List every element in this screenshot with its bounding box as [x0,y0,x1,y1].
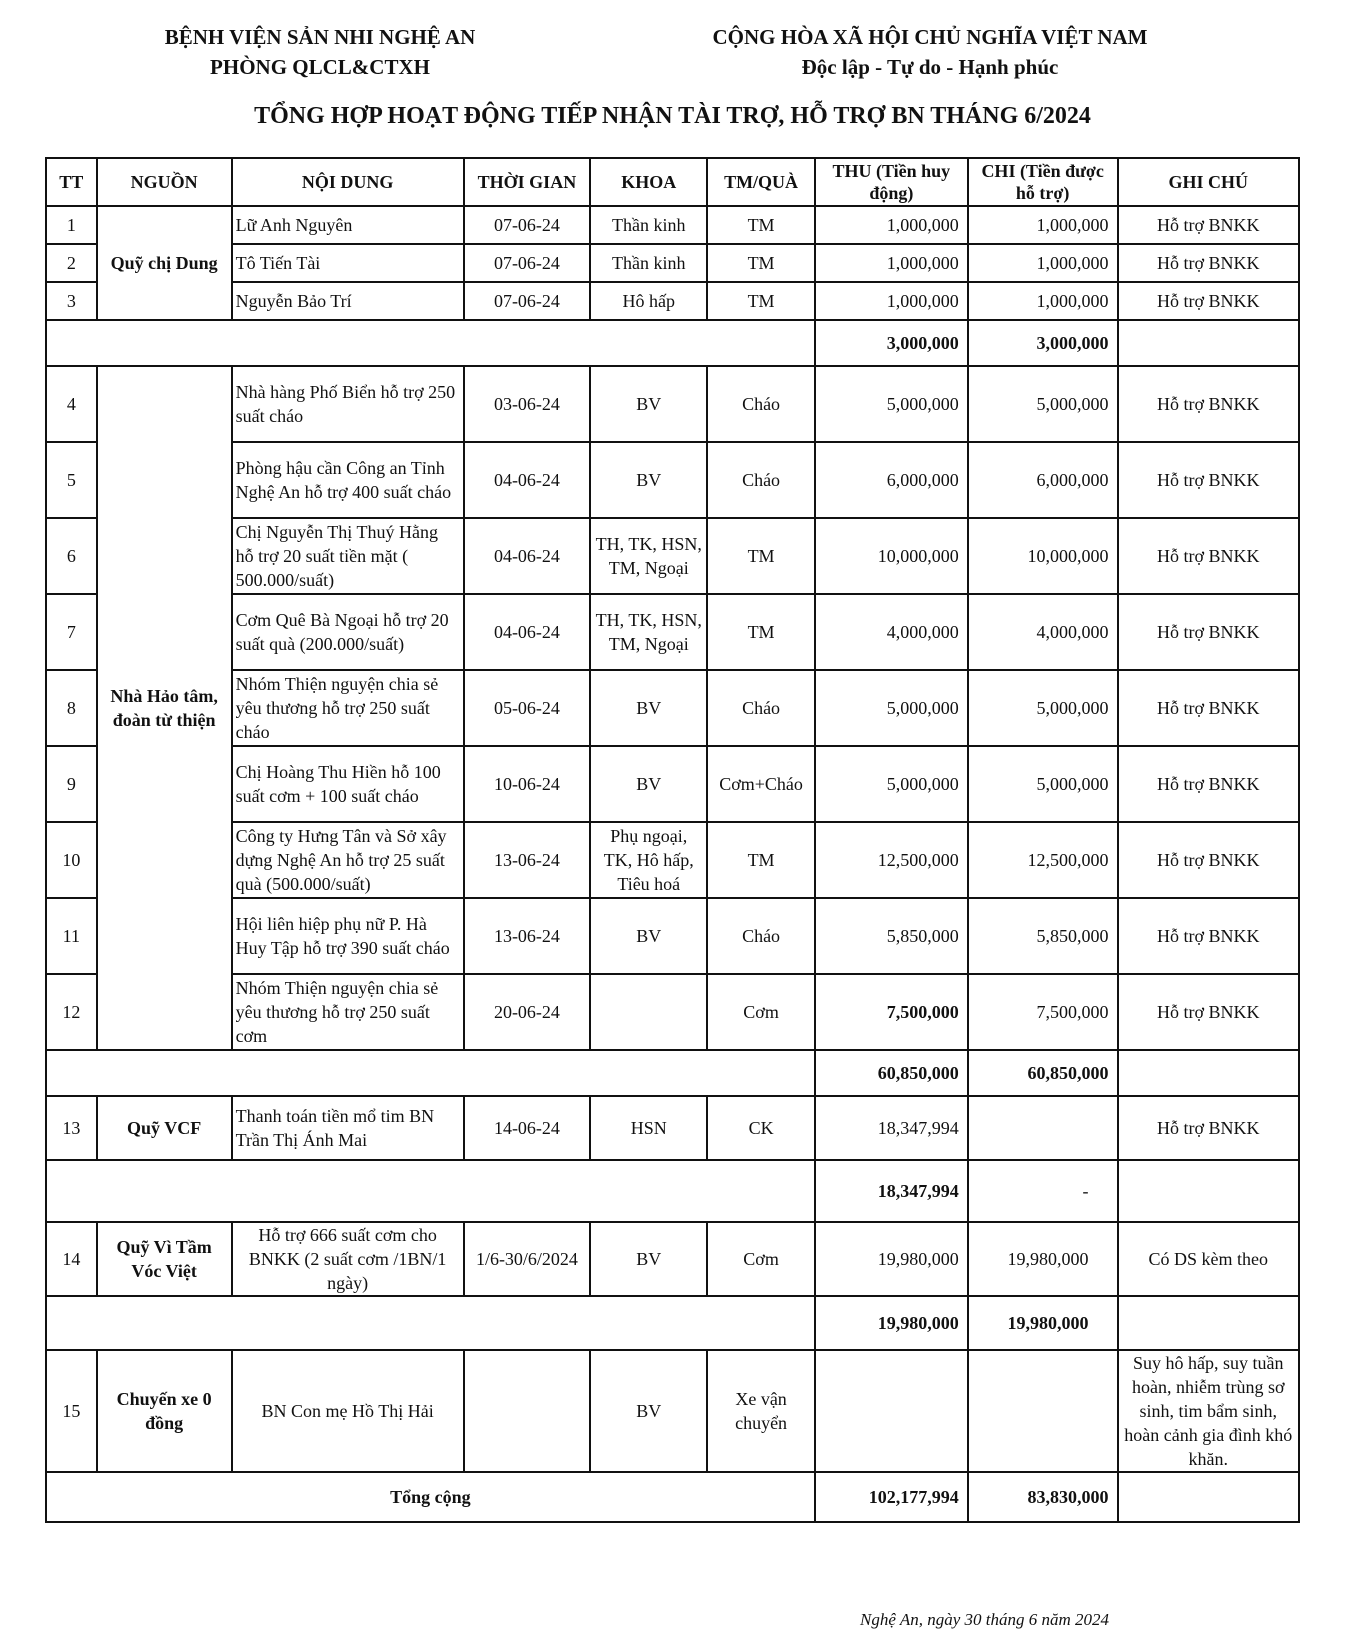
subtotal-row [46,320,1299,366]
cell-thu: 5,000,000 [815,670,968,746]
cell-note: Hỗ trợ BNKK [1118,746,1299,822]
cell-content: BN Con mẹ Hồ Thị Hải [232,1350,464,1472]
cell-tt: 5 [46,442,97,518]
cell-time: 03-06-24 [464,366,591,442]
cell-source: Quỹ VCF [97,1096,232,1160]
table-row [46,518,1299,594]
subtotal-row [46,1296,1299,1350]
cell-thu: 12,500,000 [815,822,968,898]
cell-chi: 19,980,000 [968,1222,1118,1296]
cell-time [464,1350,591,1472]
cell-time: 13-06-24 [464,898,591,974]
cell-chi [968,1350,1118,1472]
cell-tt: 14 [46,1222,97,1296]
cell-tt: 10 [46,822,97,898]
cell-content: Nhóm Thiện nguyện chia sẻ yêu thương hỗ trợ 250 suất cháo [232,670,464,746]
cell-content: Hỗ trợ 666 suất cơm cho BNKK (2 suất cơm /1BN/1 ngày) [232,1222,464,1296]
cell-time: 05-06-24 [464,670,591,746]
cell-dept: TH, TK, HSN, TM, Ngoại [590,518,707,594]
cell-type: Xe vận chuyển [707,1350,815,1472]
table-row [46,746,1299,822]
cell-type: TM [707,518,815,594]
col-header-type: TM/QUÀ [707,158,815,206]
cell-note: Hỗ trợ BNKK [1118,206,1299,244]
cell-chi [968,1096,1118,1160]
document-title: TỔNG HỢP HOẠT ĐỘNG TIẾP NHẬN TÀI TRỢ, HỖ TRỢ BN THÁNG 6/2024 [254,103,1091,129]
cell-chi: 10,000,000 [968,518,1118,594]
cell-tt: 2 [46,244,97,282]
cell-time: 07-06-24 [464,206,591,244]
cell-time: 10-06-24 [464,746,591,822]
cell-content: Cơm Quê Bà Ngoại hỗ trợ 20 suất quà (200.000/suất) [232,594,464,670]
cell-content: Nguyễn Bảo Trí [232,282,464,320]
cell-type: TM [707,822,815,898]
cell-tt: 1 [46,206,97,244]
cell-dept: BV [590,898,707,974]
cell-chi: 5,000,000 [968,366,1118,442]
cell-type: Cháo [707,442,815,518]
cell-dept: BV [590,366,707,442]
cell-thu: 19,980,000 [815,1222,968,1296]
table-row [46,442,1299,518]
cell-dept: Thần kinh [590,206,707,244]
subtotal-thu: 60,850,000 [815,1050,968,1096]
cell-time: 04-06-24 [464,442,591,518]
cell-chi: 12,500,000 [968,822,1118,898]
cell-time: 04-06-24 [464,518,591,594]
cell-time: 04-06-24 [464,594,591,670]
cell-tt: 8 [46,670,97,746]
cell-content: Phòng hậu cần Công an Tỉnh Nghệ An hỗ trợ 400 suất cháo [232,442,464,518]
grand-total-row [46,1472,1299,1522]
cell-time: 07-06-24 [464,282,591,320]
cell-tt: 15 [46,1350,97,1472]
cell-note: Hỗ trợ BNKK [1118,822,1299,898]
cell-thu: 1,000,000 [815,206,968,244]
subtotal-row [46,1160,1299,1222]
cell-note: Hỗ trợ BNKK [1118,670,1299,746]
cell-chi: 1,000,000 [968,244,1118,282]
cell-thu: 5,000,000 [815,366,968,442]
cell-type: CK [707,1096,815,1160]
table-row [46,282,1299,320]
cell-source: Quỹ Vì Tầm Vóc Việt [97,1222,232,1296]
col-header-dept: KHOA [590,158,707,206]
grand-total-thu: 102,177,994 [815,1472,968,1522]
subtotal-thu: 18,347,994 [815,1160,968,1222]
org-department: PHÒNG QLCL&CTXH [210,55,430,79]
cell-content: Nhóm Thiện nguyện chia sẻ yêu thương hỗ trợ 250 suất cơm [232,974,464,1050]
cell-note: Hỗ trợ BNKK [1118,244,1299,282]
table-row [46,670,1299,746]
cell-tt: 12 [46,974,97,1050]
cell-dept: Hô hấp [590,282,707,320]
cell-chi: 7,500,000 [968,974,1118,1050]
cell-tt: 13 [46,1096,97,1160]
col-header-note: GHI CHÚ [1118,158,1299,206]
cell-type: TM [707,206,815,244]
cell-thu: 18,347,994 [815,1096,968,1160]
table-row [46,974,1299,1050]
cell-time: 20-06-24 [464,974,591,1050]
cell-dept: BV [590,1350,707,1472]
cell-thu: 6,000,000 [815,442,968,518]
col-header-source: NGUỒN [97,158,232,206]
subtotal-chi: 3,000,000 [968,320,1118,366]
table-row [46,366,1299,442]
cell-chi: 6,000,000 [968,442,1118,518]
table-row [46,822,1299,898]
place-date: Nghệ An, ngày 30 tháng 6 năm 2024 [860,1610,1110,1629]
cell-source: Quỹ chị Dung [97,206,232,320]
cell-chi: 1,000,000 [968,206,1118,244]
table-row [46,1222,1299,1296]
cell-thu: 10,000,000 [815,518,968,594]
state-header [680,22,1180,82]
cell-type: Cháo [707,898,815,974]
cell-chi: 5,000,000 [968,746,1118,822]
cell-content: Chị Nguyễn Thị Thuý Hằng hỗ trợ 20 suất tiền mặt ( 500.000/suất) [232,518,464,594]
cell-source: Chuyến xe 0 đồng [97,1350,232,1472]
sponsorship-table [45,157,1300,1523]
cell-type: TM [707,244,815,282]
cell-tt: 3 [46,282,97,320]
cell-type: TM [707,594,815,670]
table-row [46,244,1299,282]
cell-note: Hỗ trợ BNKK [1118,442,1299,518]
cell-thu: 1,000,000 [815,244,968,282]
cell-thu: 5,850,000 [815,898,968,974]
cell-note: Hỗ trợ BNKK [1118,282,1299,320]
col-header-time: THỜI GIAN [464,158,591,206]
cell-tt: 7 [46,594,97,670]
subtotal-thu: 3,000,000 [815,320,968,366]
cell-dept: TH, TK, HSN, TM, Ngoại [590,594,707,670]
col-header-thu: THU (Tiền huy động) [815,158,968,206]
col-header-chi: CHI (Tiền được hỗ trợ) [968,158,1118,206]
cell-content: Hội liên hiệp phụ nữ P. Hà Huy Tập hỗ trợ 390 suất cháo [232,898,464,974]
table-row [46,1350,1299,1472]
cell-dept: BV [590,442,707,518]
cell-time: 14-06-24 [464,1096,591,1160]
cell-thu: 5,000,000 [815,746,968,822]
table-header-row [46,158,1299,206]
cell-type: Cơm [707,1222,815,1296]
cell-dept: BV [590,1222,707,1296]
subtotal-thu: 19,980,000 [815,1296,968,1350]
cell-time: 13-06-24 [464,822,591,898]
org-header [90,22,550,82]
cell-dept: BV [590,746,707,822]
col-header-content: NỘI DUNG [232,158,464,206]
cell-tt: 4 [46,366,97,442]
cell-chi: 5,850,000 [968,898,1118,974]
cell-type: Cháo [707,670,815,746]
cell-note: Hỗ trợ BNKK [1118,1096,1299,1160]
table-row [46,594,1299,670]
subtotal-row [46,1050,1299,1096]
cell-content: Tô Tiến Tài [232,244,464,282]
cell-chi: 4,000,000 [968,594,1118,670]
cell-type: TM [707,282,815,320]
grand-total-chi: 83,830,000 [968,1472,1118,1522]
state-motto: Độc lập - Tự do - Hạnh phúc [801,55,1059,79]
cell-thu: 1,000,000 [815,282,968,320]
cell-type: Cơm+Cháo [707,746,815,822]
cell-note: Có DS kèm theo [1118,1222,1299,1296]
table-row [46,1096,1299,1160]
subtotal-chi: - [968,1160,1118,1222]
cell-type: Cơm [707,974,815,1050]
cell-type: Cháo [707,366,815,442]
cell-tt: 11 [46,898,97,974]
cell-note: Hỗ trợ BNKK [1118,518,1299,594]
table-row [46,898,1299,974]
cell-content: Công ty Hưng Tân và Sở xây dựng Nghệ An hỗ trợ 25 suất quà (500.000/suất) [232,822,464,898]
cell-tt: 9 [46,746,97,822]
cell-chi: 1,000,000 [968,282,1118,320]
cell-note: Hỗ trợ BNKK [1118,594,1299,670]
cell-time: 1/6-30/6/2024 [464,1222,591,1296]
cell-note: Hỗ trợ BNKK [1118,366,1299,442]
cell-chi: 5,000,000 [968,670,1118,746]
cell-dept: Phụ ngoại, TK, Hô hấp, Tiêu hoá [590,822,707,898]
cell-content: Thanh toán tiền mổ tim BN Trần Thị Ánh Mai [232,1096,464,1160]
cell-dept [590,974,707,1050]
cell-content: Lữ Anh Nguyên [232,206,464,244]
state-name: CỘNG HÒA XÃ HỘI CHỦ NGHĨA VIỆT NAM [712,25,1148,49]
subtotal-chi: 60,850,000 [968,1050,1118,1096]
col-header-tt: TT [46,158,97,206]
cell-note: Suy hô hấp, suy tuần hoàn, nhiễm trùng sơ sinh, tim bẩm sinh, hoàn cảnh gia đình khó khăn. [1118,1350,1299,1472]
cell-source: Nhà Hảo tâm, đoàn từ thiện [97,366,232,1050]
cell-note: Hỗ trợ BNKK [1118,898,1299,974]
table-row [46,206,1299,244]
cell-dept: HSN [590,1096,707,1160]
cell-dept: Thần kinh [590,244,707,282]
cell-content: Chị Hoàng Thu Hiền hỗ 100 suất cơm + 100 suất cháo [232,746,464,822]
subtotal-chi: 19,980,000 [968,1296,1118,1350]
cell-thu: 4,000,000 [815,594,968,670]
org-name: BỆNH VIỆN SẢN NHI NGHỆ AN [164,25,476,49]
cell-thu [815,1350,968,1472]
cell-note: Hỗ trợ BNKK [1118,974,1299,1050]
cell-thu: 7,500,000 [815,974,968,1050]
grand-total-label: Tổng cộng [46,1472,815,1522]
cell-content: Nhà hàng Phố Biển hỗ trợ 250 suất cháo [232,366,464,442]
cell-time: 07-06-24 [464,244,591,282]
cell-dept: BV [590,670,707,746]
cell-tt: 6 [46,518,97,594]
